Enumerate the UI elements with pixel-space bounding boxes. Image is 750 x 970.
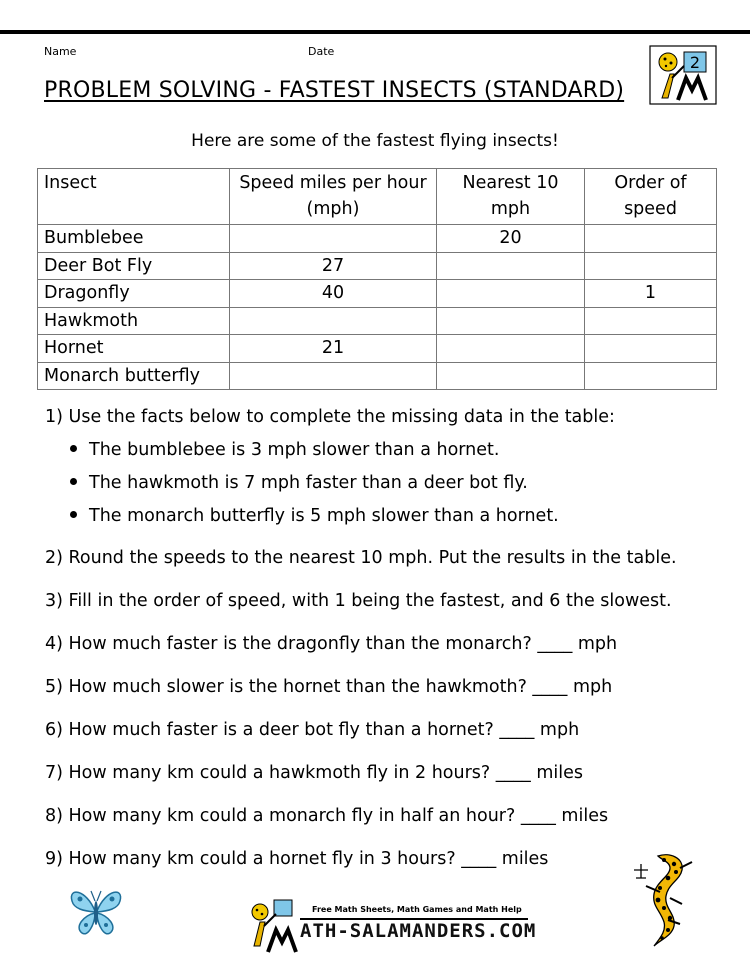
intro-text: Here are some of the fastest flying insects! — [191, 131, 559, 151]
order-cell[interactable] — [585, 225, 717, 253]
order-cell[interactable] — [585, 335, 717, 363]
order-cell[interactable]: 1 — [585, 280, 717, 308]
fact-text: The hawkmoth is 7 mph faster than a deer bot fly. — [89, 473, 528, 493]
speed-cell[interactable]: 21 — [230, 335, 437, 363]
question-1: 1) Use the facts below to complete the missing data in the table: — [45, 407, 615, 427]
bullet-icon — [70, 478, 77, 485]
bullet-icon — [70, 511, 77, 518]
insect-cell: Deer Bot Fly — [38, 252, 230, 280]
table-row — [38, 225, 717, 253]
question-8: 8) How many km could a monarch fly in half an hour? ____ miles — [45, 806, 609, 826]
insect-cell: Bumblebee — [38, 225, 230, 253]
page-title: PROBLEM SOLVING - FASTEST INSECTS (STANDARD) — [44, 78, 625, 103]
bullet-icon — [70, 445, 77, 452]
grade-badge: 2 — [689, 53, 701, 72]
order-cell[interactable] — [585, 362, 717, 390]
table-row — [38, 362, 717, 390]
fact-item — [70, 440, 499, 460]
butterfly-icon — [66, 885, 126, 939]
nearest-cell[interactable] — [437, 252, 585, 280]
question-7: 7) How many km could a hawkmoth fly in 2 hours? ____ miles — [45, 763, 583, 783]
footer-tagline: Free Math Sheets, Math Games and Math Help — [312, 905, 522, 914]
nearest-cell[interactable] — [437, 362, 585, 390]
speed-cell[interactable] — [230, 307, 437, 335]
grade-logo — [648, 44, 718, 106]
insect-cell: Monarch butterfly — [38, 362, 230, 390]
insect-cell: Dragonfly — [38, 280, 230, 308]
table-row — [38, 307, 717, 335]
question-6: 6) How much faster is a deer bot fly than a hornet? ____ mph — [45, 720, 580, 740]
order-cell[interactable] — [585, 307, 717, 335]
fact-text: The monarch butterfly is 5 mph slower than a hornet. — [89, 506, 559, 526]
insect-cell: Hawkmoth — [38, 307, 230, 335]
fact-item — [70, 506, 559, 526]
question-3: 3) Fill in the order of speed, with 1 being the fastest, and 6 the slowest. — [45, 591, 672, 611]
question-4: 4) How much faster is the dragonfly than the monarch? ____ mph — [45, 634, 618, 654]
speed-cell[interactable] — [230, 362, 437, 390]
question-2: 2) Round the speeds to the nearest 10 mph. Put the results in the table. — [45, 548, 677, 568]
question-5: 5) How much slower is the hornet than the hawkmoth? ____ mph — [45, 677, 613, 697]
date-label: Date — [308, 45, 335, 58]
header-nearest-10: Nearest 10 mph — [437, 169, 585, 225]
header-insect: Insect — [38, 169, 230, 225]
salamander-icon — [630, 848, 702, 948]
nearest-cell[interactable] — [437, 280, 585, 308]
name-label: Name — [44, 45, 77, 58]
table-row — [38, 280, 717, 308]
top-rule — [0, 30, 750, 34]
question-9: 9) How many km could a hornet fly in 3 hours? ____ miles — [45, 849, 549, 869]
table-row — [38, 335, 717, 363]
nearest-cell[interactable] — [437, 335, 585, 363]
speed-cell[interactable]: 27 — [230, 252, 437, 280]
insect-cell: Hornet — [38, 335, 230, 363]
speed-cell[interactable] — [230, 225, 437, 253]
nearest-cell[interactable]: 20 — [437, 225, 585, 253]
fact-item — [70, 473, 528, 493]
footer-site-link[interactable]: ATH-SALAMANDERS.COM — [300, 920, 537, 942]
table-row — [38, 252, 717, 280]
header-order: Order of speed — [585, 169, 717, 225]
fact-text: The bumblebee is 3 mph slower than a hornet. — [89, 440, 500, 460]
table-header-row — [38, 169, 717, 225]
header-speed: Speed miles per hour (mph) — [230, 169, 437, 225]
nearest-cell[interactable] — [437, 307, 585, 335]
insect-table — [37, 168, 717, 390]
order-cell[interactable] — [585, 252, 717, 280]
speed-cell[interactable]: 40 — [230, 280, 437, 308]
